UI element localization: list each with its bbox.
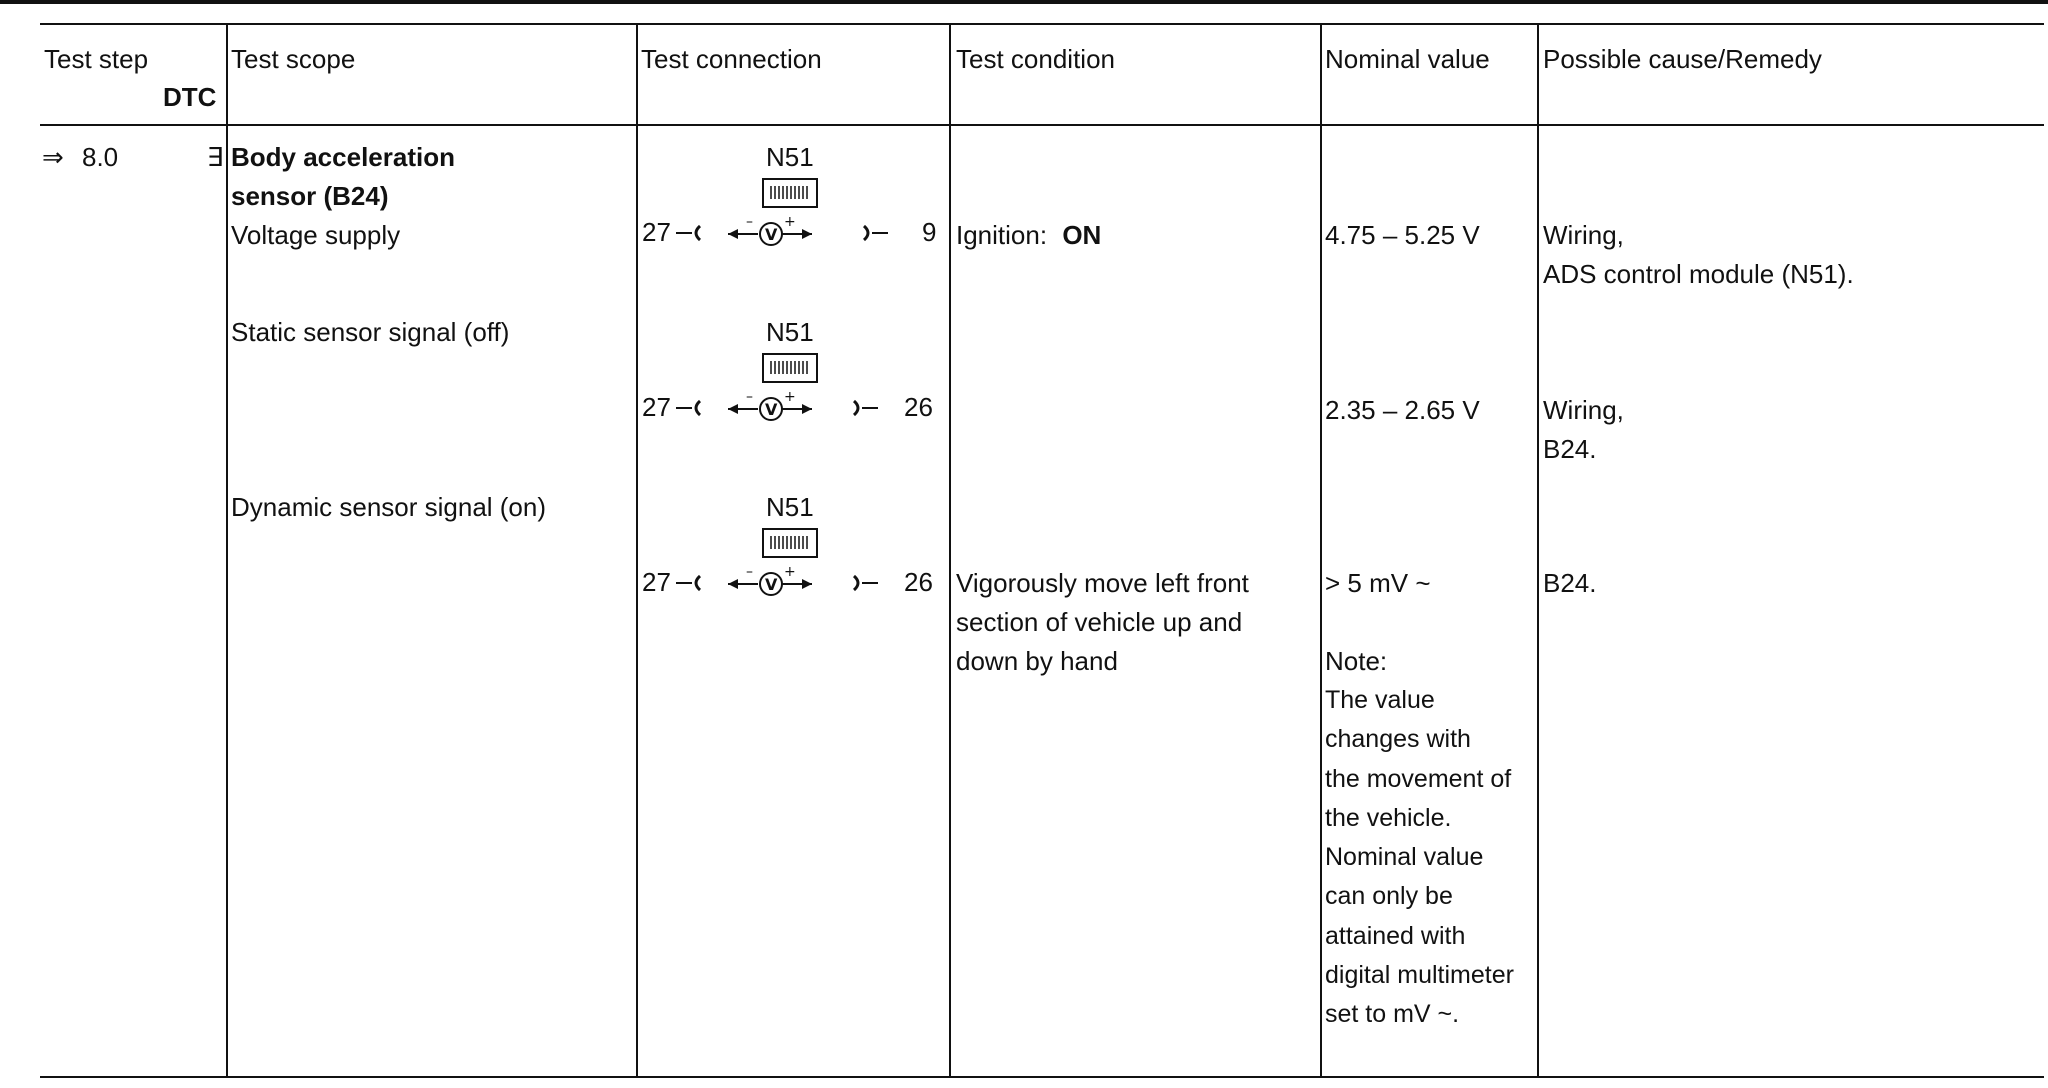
- ignition-value: ON: [1062, 220, 1102, 250]
- scope-title-line2: sensor (B24): [231, 181, 389, 211]
- svg-text:–: –: [746, 214, 753, 230]
- pin-right: 26: [904, 392, 933, 422]
- control-module-icon: [762, 178, 818, 208]
- scope-voltage-supply: Voltage supply: [231, 220, 401, 250]
- voltmeter-icon: [724, 389, 854, 425]
- module-label: N51: [766, 492, 814, 522]
- module-label: N51: [766, 142, 814, 172]
- top-border: [0, 0, 2048, 4]
- header-test-scope: Test scope: [231, 44, 356, 74]
- remedy-1-line1: Wiring,: [1543, 220, 1624, 250]
- step-number: 8.0: [82, 142, 119, 172]
- header-bottom-rule: [40, 124, 2044, 126]
- condition-dynamic-line1: Vigorously move left front: [956, 568, 1249, 598]
- header-test-step: Test step: [44, 44, 149, 74]
- pin-left: 27: [642, 217, 671, 247]
- header-dtc: DTC: [163, 82, 217, 112]
- nominal-static: 2.35 – 2.65 V: [1325, 395, 1480, 425]
- header-test-condition: Test condition: [956, 44, 1115, 74]
- svg-text:–: –: [746, 564, 753, 580]
- remedy-3-line1: B24.: [1543, 568, 1597, 598]
- note-line: set to mV ~.: [1325, 1000, 1460, 1029]
- ignition-label: Ignition:: [956, 220, 1048, 250]
- svg-text:+: +: [784, 564, 796, 580]
- svg-text:V: V: [765, 575, 778, 594]
- header-cause-remedy: Possible cause/Remedy: [1543, 44, 1822, 74]
- pin-right: 26: [904, 567, 933, 597]
- col-divider-4: [1320, 23, 1322, 1078]
- header-top-rule: [40, 23, 2044, 25]
- nominal-note-title: Note:: [1325, 646, 1388, 676]
- dtc-symbol: ∃: [207, 142, 224, 172]
- pin-left: 27: [642, 567, 671, 597]
- svg-text:+: +: [784, 389, 796, 405]
- scope-dynamic-signal: Dynamic sensor signal (on): [231, 492, 547, 522]
- control-module-icon: [762, 528, 818, 558]
- nominal-voltage-supply: 4.75 – 5.25 V: [1325, 220, 1480, 250]
- control-module-icon: [762, 353, 818, 383]
- pin-left: 27: [642, 392, 671, 422]
- nominal-dynamic: > 5 mV ~: [1325, 568, 1431, 598]
- module-label: N51: [766, 317, 814, 347]
- step-arrow: ⇒: [42, 142, 64, 172]
- header-nominal-value: Nominal value: [1325, 44, 1490, 74]
- svg-text:–: –: [746, 389, 753, 405]
- note-line: changes with: [1325, 725, 1471, 754]
- nominal-note: [1325, 681, 1514, 1035]
- pin-right: 9: [922, 217, 937, 247]
- scope-title-line1: Body acceleration: [231, 142, 455, 172]
- socket-right-icon: [850, 393, 910, 423]
- connection-diagram-2: [640, 313, 940, 433]
- note-line: The value: [1325, 686, 1435, 714]
- connection-diagram-3: [640, 488, 940, 608]
- col-divider-1: [226, 23, 228, 1078]
- scope-static-signal: Static sensor signal (off): [231, 317, 510, 347]
- voltmeter-icon: [724, 214, 854, 250]
- svg-text:+: +: [784, 214, 796, 230]
- note-line: the movement of: [1325, 764, 1512, 793]
- note-line: the vehicle.: [1325, 803, 1452, 832]
- condition-dynamic-line3: down by hand: [956, 646, 1118, 676]
- remedy-2-line2: B24.: [1543, 434, 1597, 464]
- table-bottom-rule: [40, 1076, 2044, 1078]
- condition-ignition: [956, 216, 1101, 255]
- remedy-1-line2: ADS control module (N51).: [1543, 259, 1854, 289]
- connection-diagram-1: [640, 138, 940, 258]
- voltmeter-icon: [724, 564, 854, 600]
- note-line: can only be: [1325, 882, 1453, 911]
- col-divider-3: [949, 23, 951, 1078]
- condition-dynamic-line2: section of vehicle up and: [956, 607, 1243, 637]
- note-line: Nominal value: [1325, 843, 1484, 872]
- col-divider-5: [1537, 23, 1539, 1078]
- svg-text:V: V: [765, 225, 778, 244]
- note-line: attained with: [1325, 921, 1466, 950]
- header-test-connection: Test connection: [641, 44, 822, 74]
- socket-right-icon: [860, 218, 920, 248]
- note-line: digital multimeter: [1325, 961, 1514, 990]
- remedy-2-line1: Wiring,: [1543, 395, 1624, 425]
- svg-text:V: V: [765, 400, 778, 419]
- socket-right-icon: [850, 568, 910, 598]
- col-divider-2: [636, 23, 638, 1078]
